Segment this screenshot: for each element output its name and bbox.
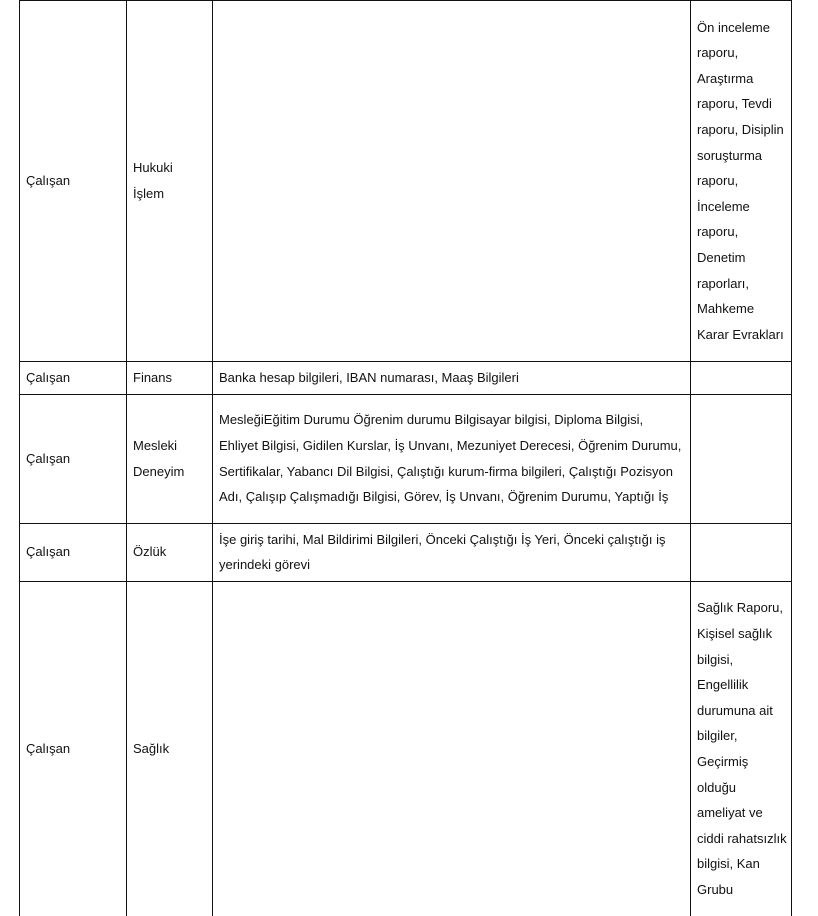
category-cell: Çalışan: [20, 1, 127, 362]
table-row: [20, 1, 792, 362]
description-cell: [213, 581, 691, 916]
table-row: [20, 523, 792, 581]
note-cell: [691, 523, 792, 581]
note-cell: [691, 362, 792, 395]
table-row: [20, 362, 792, 395]
type-cell: Hukuki İşlem: [127, 1, 213, 362]
type-cell: Sağlık: [127, 581, 213, 916]
description-cell: Banka hesap bilgileri, IBAN numarası, Maaş Bilgileri: [213, 362, 691, 395]
data-inventory-table: [19, 0, 792, 916]
description-cell: [213, 1, 691, 362]
note-cell: [691, 394, 792, 523]
type-cell: Mesleki Deneyim: [127, 394, 213, 523]
category-cell: Çalışan: [20, 581, 127, 916]
table-row: [20, 581, 792, 916]
note-cell: Sağlık Raporu, Kişisel sağlık bilgisi, Engellilik durumuna ait bilgiler, Geçirmiş olduğu ameliyat ve ciddi rahatsızlık bilgisi, Kan Grubu: [691, 581, 792, 916]
type-cell: Finans: [127, 362, 213, 395]
category-cell: Çalışan: [20, 523, 127, 581]
description-cell: İşe giriş tarihi, Mal Bildirimi Bilgileri, Önceki Çalıştığı İş Yeri, Önceki çalıştığı iş yerindeki görevi: [213, 523, 691, 581]
category-cell: Çalışan: [20, 362, 127, 395]
note-cell: Ön inceleme raporu, Araştırma raporu, Tevdi raporu, Disiplin soruşturma raporu, İnceleme raporu, Denetim raporları, Mahkeme Karar Evrakları: [691, 1, 792, 362]
type-cell: Özlük: [127, 523, 213, 581]
category-cell: Çalışan: [20, 394, 127, 523]
table-row: [20, 394, 792, 523]
description-cell: MesleğiEğitim Durumu Öğrenim durumu Bilgisayar bilgisi, Diploma Bilgisi, Ehliyet Bilgisi, Gidilen Kurslar, İş Unvanı, Mezuniyet Derecesi, Öğrenim Durumu, Sertifikalar, Yabancı Dil Bilgisi, Çalıştığı kurum-firma bilgileri, Çalıştığı Pozisyon Adı, Çalışıp Çalışmadığı Bilgisi, Görev, İş Unvanı, Öğrenim Durumu, Yaptığı İş: [213, 394, 691, 523]
